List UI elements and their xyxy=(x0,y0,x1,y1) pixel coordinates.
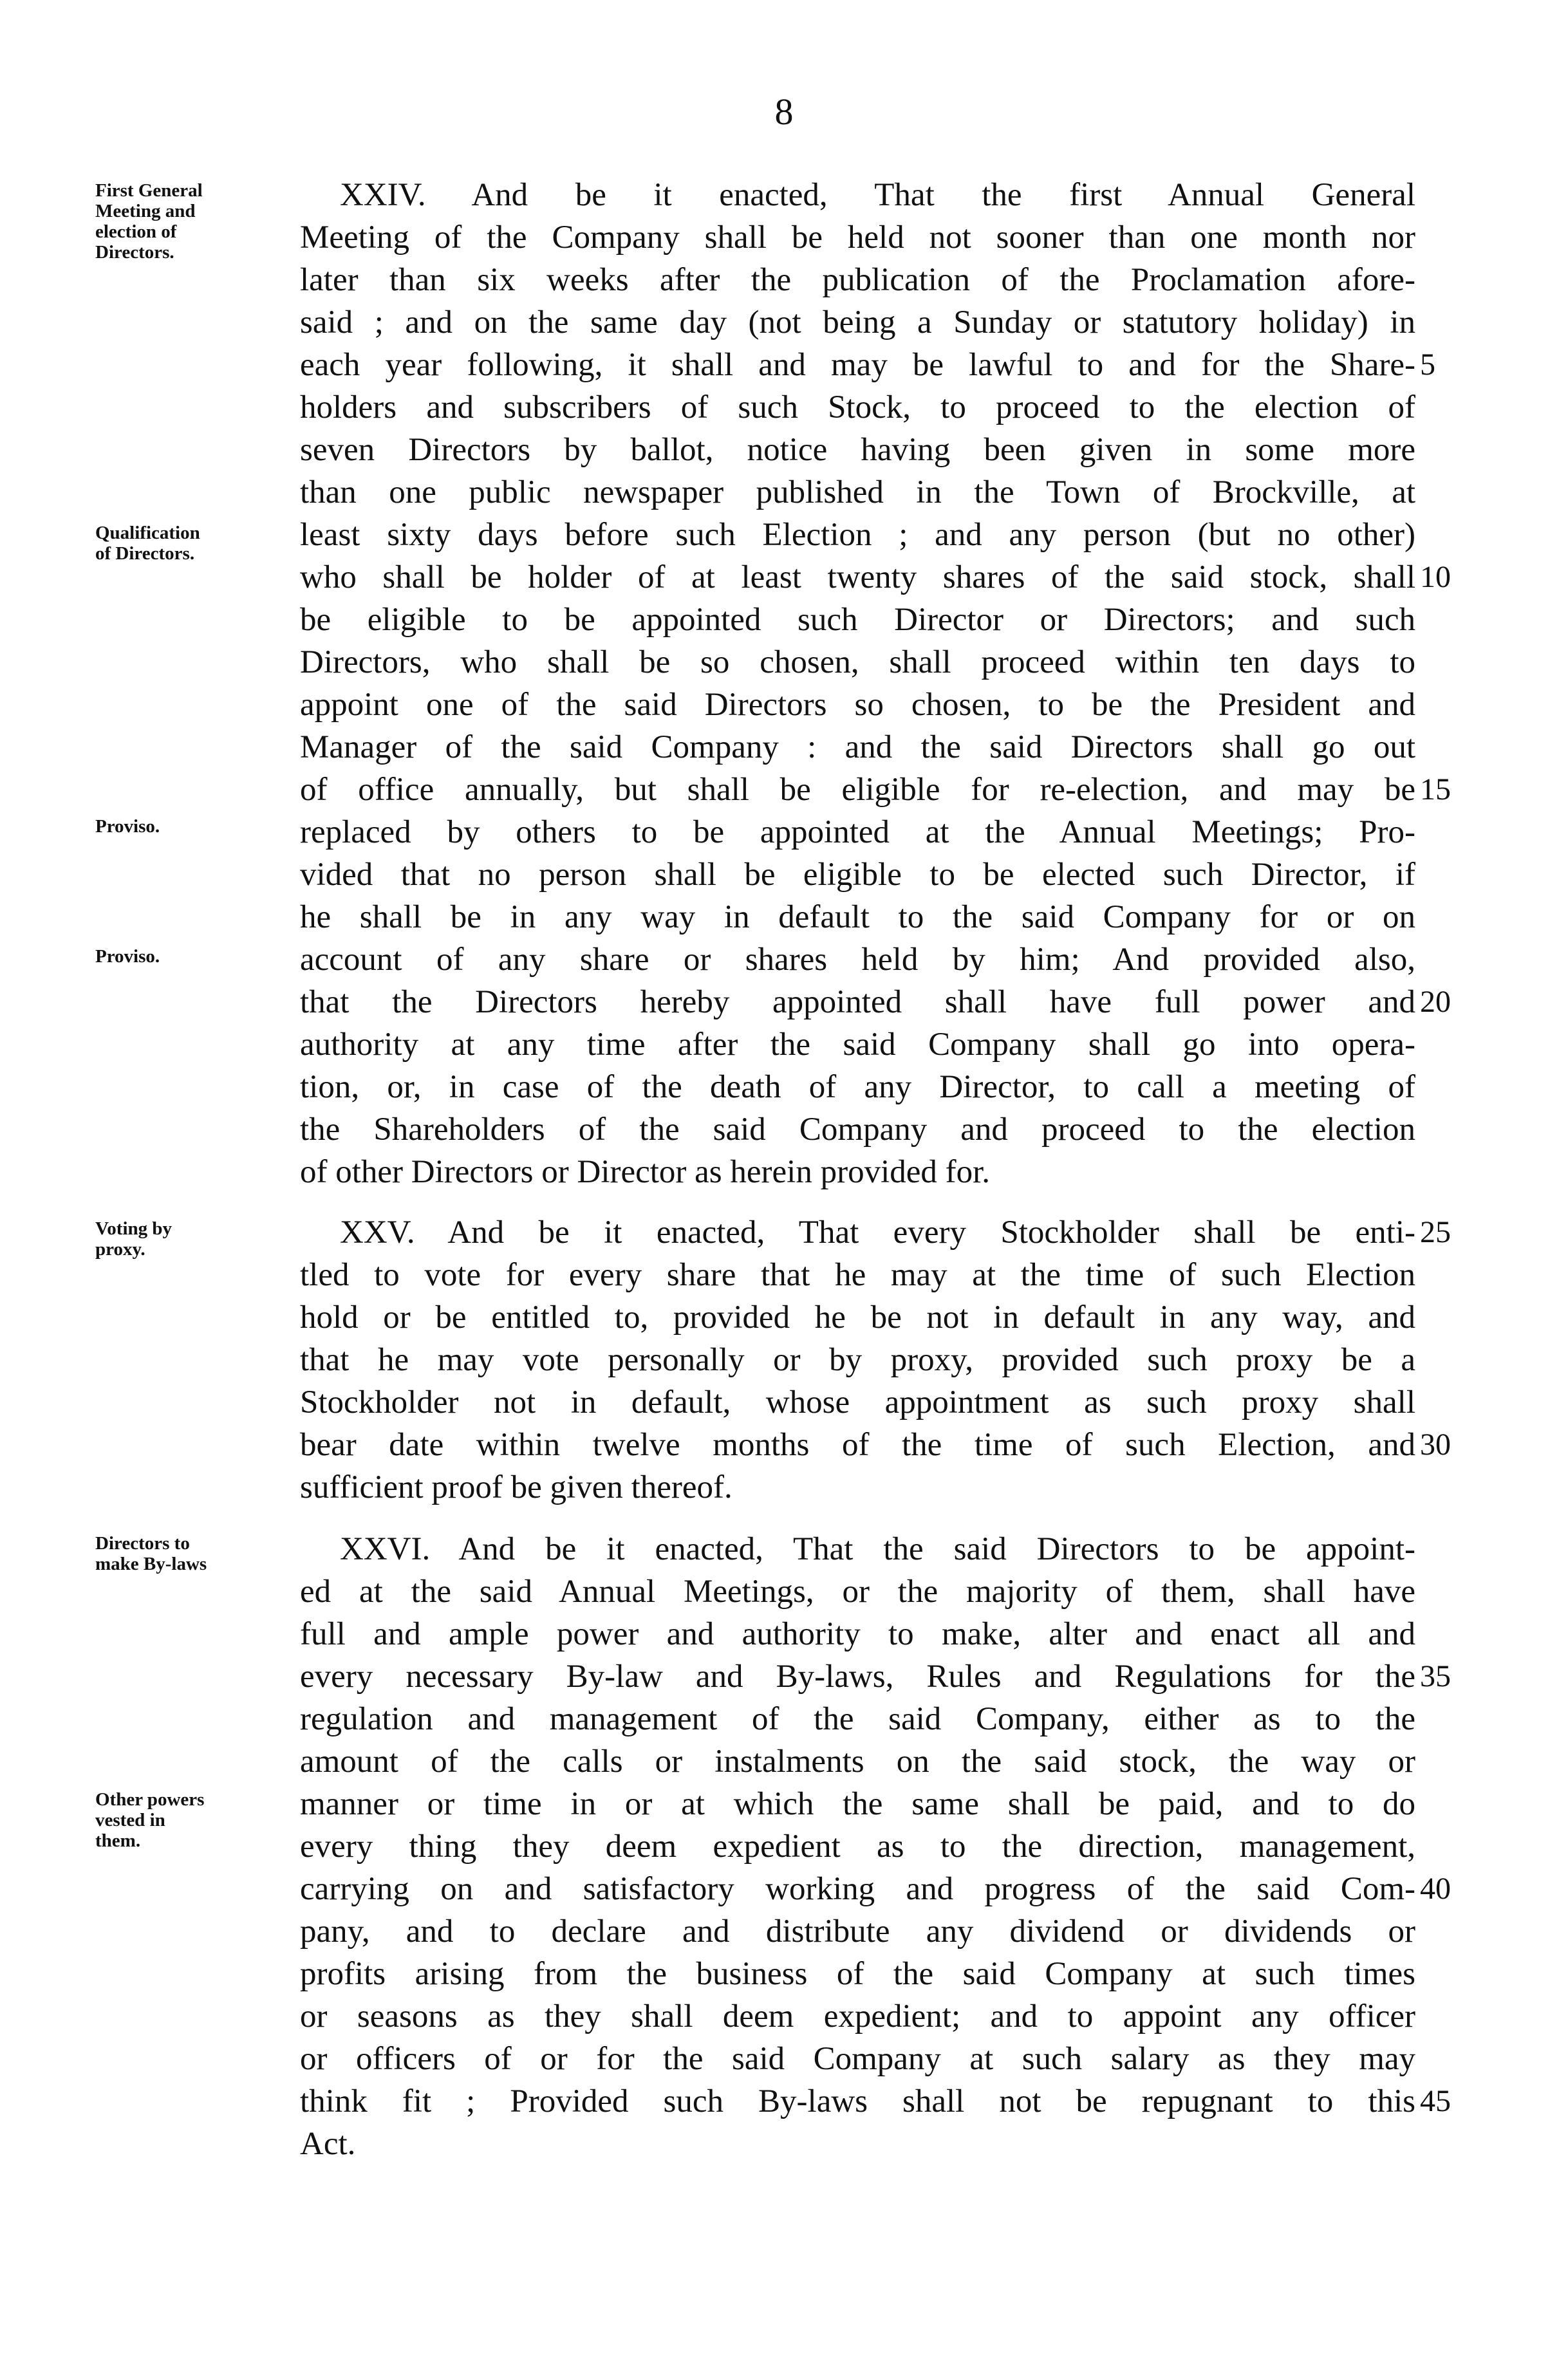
text-line: bear date within twelve months of the time of such Election, and xyxy=(300,1427,1415,1463)
text-line: be eligible to be appointed such Director or Directors; and such xyxy=(300,602,1415,638)
margin-note-line: Other powers xyxy=(95,1789,205,1810)
text-line: manner or time in or at which the same shall be paid, and to do xyxy=(300,1786,1415,1822)
text-line: Manager of the said Company : and the said Directors shall go out xyxy=(300,729,1415,765)
margin-note-line: Directors to xyxy=(95,1533,190,1554)
text-line: Meeting of the Company shall be held not sooner than one month nor xyxy=(300,219,1415,256)
text-line: amount of the calls or instalments on the said stock, the way or xyxy=(300,1744,1415,1780)
text-line: XXIV. And be it enacted, That the first Annual General xyxy=(340,177,1415,213)
text-line: or officers of or for the said Company at such salary as they may xyxy=(300,2041,1415,2077)
margin-note xyxy=(95,1218,288,1260)
text-line: authority at any time after the said Company shall go into opera- xyxy=(300,1027,1415,1063)
margin-note xyxy=(95,1789,288,1851)
text-line: every thing they deem expedient as to the direction, management, xyxy=(300,1829,1415,1865)
text-line: Directors, who shall be so chosen, shall proceed within ten days to xyxy=(300,644,1415,680)
text-line: holders and subscribers of such Stock, to proceed to the election of xyxy=(300,389,1415,425)
margin-note-line: them. xyxy=(95,1830,141,1851)
text-line: he shall be in any way in default to the said Company for or on xyxy=(300,899,1415,935)
line-number: 15 xyxy=(1420,772,1451,806)
margin-note xyxy=(95,180,288,263)
text-line: that he may vote personally or by proxy, provided such proxy be a xyxy=(300,1342,1415,1378)
text-line: the Shareholders of the said Company and proceed to the election xyxy=(300,1112,1415,1148)
text-line: tled to vote for every share that he may at the time of such Election xyxy=(300,1257,1415,1293)
text-line: least sixty days before such Election ; and any person (but no other) xyxy=(300,517,1415,553)
margin-note-line: proxy. xyxy=(95,1239,145,1260)
line-number: 25 xyxy=(1420,1215,1451,1249)
text-line: profits arising from the business of the said Company at such times xyxy=(300,1956,1415,1992)
text-line: XXV. And be it enacted, That every Stockholder shall be enti- xyxy=(340,1215,1415,1251)
text-line: hold or be entitled to, provided he be not in default in any way, and xyxy=(300,1299,1415,1336)
text-line: replaced by others to be appointed at the Annual Meetings; Pro- xyxy=(300,814,1415,850)
text-line: seven Directors by ballot, notice having been given in some more xyxy=(300,432,1415,468)
text-line: full and ample power and authority to make, alter and enact all and xyxy=(300,1616,1415,1652)
text-line: than one public newspaper published in the Town of Brockville, at xyxy=(300,474,1415,510)
margin-note-line: Meeting and xyxy=(95,201,196,221)
line-number: 20 xyxy=(1420,985,1451,1019)
text-line: who shall be holder of at least twenty shares of the said stock, shall xyxy=(300,559,1415,595)
margin-note xyxy=(95,1533,288,1574)
margin-note-line: Qualification xyxy=(95,523,200,543)
text-line: Act. xyxy=(300,2126,356,2162)
text-line: each year following, it shall and may be lawful to and for the Share- xyxy=(300,347,1415,383)
line-number: 30 xyxy=(1420,1428,1451,1462)
margin-note-line: Proviso. xyxy=(95,946,160,967)
text-line: appoint one of the said Directors so chosen, to be the President and xyxy=(300,687,1415,723)
line-number: 35 xyxy=(1420,1659,1451,1693)
margin-note xyxy=(95,816,288,837)
text-line: of office annually, but shall be eligible for re-election, and may be xyxy=(300,772,1415,808)
text-line: think fit ; Provided such By-laws shall not be repugnant to this xyxy=(300,2083,1415,2119)
text-line: XXVI. And be it enacted, That the said Directors to be appoint- xyxy=(340,1531,1415,1567)
text-line: vided that no person shall be eligible to be elected such Director, if xyxy=(300,857,1415,893)
text-line: later than six weeks after the publication of the Proclamation afore- xyxy=(300,262,1415,298)
margin-note-line: election of xyxy=(95,221,177,242)
text-line: Stockholder not in default, whose appointment as such proxy shall xyxy=(300,1384,1415,1420)
text-line: of other Directors or Director as herein provided for. xyxy=(300,1154,991,1190)
text-line: said ; and on the same day (not being a Sunday or statutory holiday) in xyxy=(300,304,1415,340)
text-line: or seasons as they shall deem expedient; and to appoint any officer xyxy=(300,1998,1415,2034)
text-line: carrying on and satisfactory working and progress of the said Com- xyxy=(300,1871,1415,1907)
line-number: 45 xyxy=(1420,2084,1451,2118)
margin-note-line: of Directors. xyxy=(95,543,195,564)
margin-note-line: First General xyxy=(95,180,203,201)
text-line: ed at the said Annual Meetings, or the majority of them, shall have xyxy=(300,1574,1415,1610)
text-line: every necessary By-law and By-laws, Rules and Regulations for the xyxy=(300,1659,1415,1695)
margin-note-line: Proviso. xyxy=(95,816,160,837)
margin-note xyxy=(95,523,288,564)
margin-note-line: vested in xyxy=(95,1810,165,1830)
text-line: that the Directors hereby appointed shall have full power and xyxy=(300,984,1415,1020)
text-line: account of any share or shares held by him; And provided also, xyxy=(300,942,1415,978)
margin-note-line: Voting by xyxy=(95,1218,173,1239)
margin-note-line: make By-laws xyxy=(95,1554,207,1574)
line-number: 10 xyxy=(1420,560,1451,594)
margin-note xyxy=(95,946,288,967)
margin-note-line: Directors. xyxy=(95,242,174,263)
text-line: regulation and management of the said Company, either as to the xyxy=(300,1701,1415,1737)
page-number: 8 xyxy=(774,91,794,133)
line-number: 40 xyxy=(1420,1872,1451,1906)
text-line: pany, and to declare and distribute any dividend or dividends or xyxy=(300,1913,1415,1950)
line-number: 5 xyxy=(1420,348,1435,382)
text-line: sufficient proof be given thereof. xyxy=(300,1469,733,1505)
text-line: tion, or, in case of the death of any Director, to call a meeting of xyxy=(300,1069,1415,1105)
